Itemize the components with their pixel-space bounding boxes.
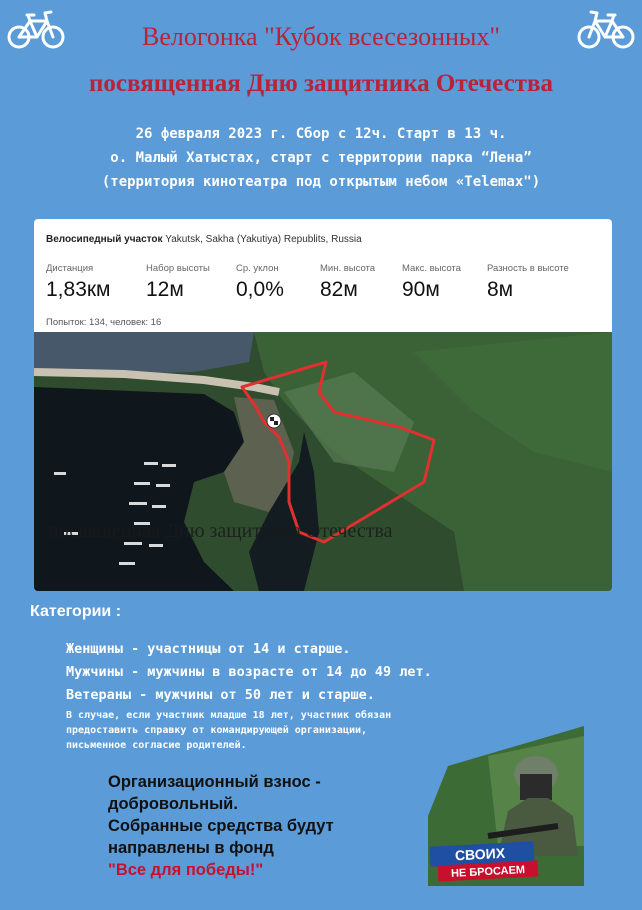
event-location-detail: (территория кинотеатра под открытым небом «Telemax") — [101, 174, 541, 190]
stat-avg-grade: Ср. уклон 0,0% — [236, 263, 284, 301]
fund-name: "Все для победы!" — [108, 861, 264, 879]
segment-title: Велосипедный участок Yakutsk, Sakha (Yakutiya) Republits, Russia — [46, 234, 362, 245]
svoih-ne-brosaem-badge — [428, 726, 584, 886]
segment-stats — [46, 263, 607, 302]
stat-distance: Дистанция 1,83км — [46, 263, 111, 301]
event-date-time: 26 февраля 2023 г. Сбор с 12ч. Старт в 13 ч. — [135, 126, 507, 142]
event-location: о. Малый Хатыстах, старт с территории парка “Лена” — [110, 150, 532, 166]
segment-attempts: Попыток: 134, человек: 16 — [46, 317, 162, 328]
satellite-map — [34, 332, 612, 591]
badge-line2: НЕ БРОСАЕМ — [450, 864, 526, 880]
stat-max-elevation: Макс. высота 90м — [402, 263, 461, 301]
event-info — [0, 122, 642, 194]
overlay-text: посвященная Дню защитника Отечества — [48, 520, 393, 542]
event-title: Велогонка "Кубок всесезонных" — [142, 22, 500, 51]
minors-note: В случае, если участник младше 18 лет, участник обязан предоставить справку от командирующей организации, письменное согласие родителей. — [66, 710, 392, 751]
category-women: Женщины - участницы от 14 и старше. — [66, 641, 351, 657]
fee-info: Организационный взнос - добровольный. Собранные средства будут направлены в фонд "Все для победы!" — [108, 773, 334, 879]
categories-heading: Категории : — [30, 603, 122, 620]
categories-list — [66, 638, 432, 707]
start-marker-icon — [267, 414, 281, 428]
badge-line1: СВОИХ — [454, 844, 506, 864]
stat-elevation-difference: Разность в высоте 8м — [487, 263, 569, 301]
event-subtitle: посвященная Дню защитника Отечества — [89, 70, 553, 97]
category-veterans: Ветераны - мужчины от 50 лет и старше. — [66, 687, 375, 703]
category-men: Мужчины - мужчины в возрасте от 14 до 49 лет. — [66, 664, 432, 680]
stat-min-elevation: Мин. высота 82м — [320, 263, 376, 301]
stat-elevation-gain: Набор высоты 12м — [146, 263, 210, 301]
